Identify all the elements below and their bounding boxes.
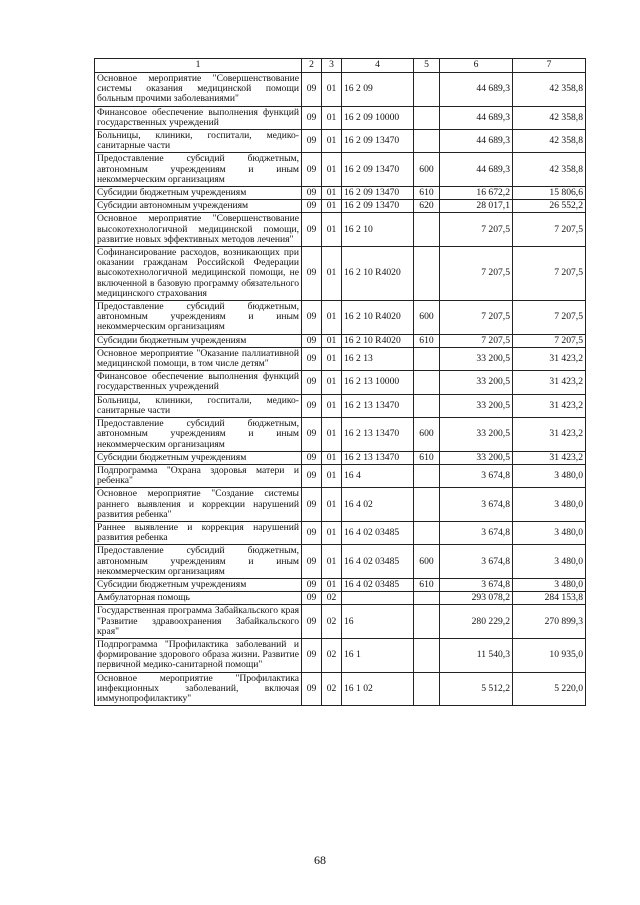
row-name-cell: Предоставление субсидий бюджетным, автономным учреждениям и иным некоммерческим организациям xyxy=(95,418,302,452)
amount-col7-cell: 31 423,2 xyxy=(513,451,586,464)
expense-type-code-cell: 600 xyxy=(414,301,440,335)
amount-col7-cell: 270 899,3 xyxy=(513,605,586,639)
subsection-code-cell: 01 xyxy=(322,464,342,487)
expense-type-code-cell xyxy=(414,394,440,417)
amount-col7-cell: 3 480,0 xyxy=(513,488,586,522)
expense-type-code-cell xyxy=(414,347,440,370)
row-name-cell: Больницы, клиники, госпитали, медико-санитарные части xyxy=(95,394,302,417)
amount-col6-cell: 293 078,2 xyxy=(440,592,513,605)
target-article-code-cell: 16 2 09 13470 xyxy=(342,130,414,153)
table-row xyxy=(95,672,586,706)
section-code-cell: 09 xyxy=(302,394,322,417)
budget-table xyxy=(94,58,586,706)
target-article-code-cell: 16 2 10 xyxy=(342,213,414,247)
amount-col7-cell: 31 423,2 xyxy=(513,418,586,452)
section-code-cell: 09 xyxy=(302,371,322,394)
subsection-code-cell: 01 xyxy=(322,418,342,452)
amount-col7-cell: 7 207,5 xyxy=(513,334,586,347)
table-row xyxy=(95,605,586,639)
expense-type-code-cell xyxy=(414,464,440,487)
subsection-code-cell: 01 xyxy=(322,200,342,213)
amount-col7-cell: 7 207,5 xyxy=(513,247,586,301)
row-name-cell: Амбулаторная помощь xyxy=(95,592,302,605)
subsection-code-cell: 01 xyxy=(322,106,342,129)
subsection-code-cell: 02 xyxy=(322,638,342,672)
table-body xyxy=(95,73,586,706)
amount-col6-cell: 16 672,2 xyxy=(440,187,513,200)
expense-type-code-cell xyxy=(414,106,440,129)
row-name-cell: Основное мероприятие "Совершенствование системы оказания медицинской помощи больным прочими заболеваниями" xyxy=(95,73,302,107)
amount-col6-cell: 7 207,5 xyxy=(440,334,513,347)
table-row xyxy=(95,106,586,129)
amount-col6-cell: 7 207,5 xyxy=(440,301,513,335)
section-code-cell: 09 xyxy=(302,488,322,522)
section-code-cell: 09 xyxy=(302,578,322,591)
row-name-cell: Предоставление субсидий бюджетным, автономным учреждениям и иным некоммерческим организациям xyxy=(95,301,302,335)
row-name-cell: Основное мероприятие "Профилактика инфекционных заболеваний, включая иммунопрофилактику" xyxy=(95,672,302,706)
target-article-code-cell: 16 2 10 R4020 xyxy=(342,301,414,335)
amount-col6-cell: 44 689,3 xyxy=(440,153,513,187)
subsection-code-cell: 01 xyxy=(322,247,342,301)
subsection-code-cell: 01 xyxy=(322,153,342,187)
expense-type-code-cell xyxy=(414,672,440,706)
amount-col7-cell: 7 207,5 xyxy=(513,213,586,247)
column-header-7: 7 xyxy=(513,59,586,73)
expense-type-code-cell: 600 xyxy=(414,545,440,579)
target-article-code-cell: 16 2 09 xyxy=(342,73,414,107)
target-article-code-cell: 16 2 13 13470 xyxy=(342,418,414,452)
amount-col7-cell: 42 358,8 xyxy=(513,130,586,153)
target-article-code-cell: 16 2 13 xyxy=(342,347,414,370)
table-row xyxy=(95,73,586,107)
expense-type-code-cell xyxy=(414,592,440,605)
amount-col6-cell: 7 207,5 xyxy=(440,247,513,301)
amount-col6-cell: 280 229,2 xyxy=(440,605,513,639)
amount-col7-cell: 31 423,2 xyxy=(513,394,586,417)
row-name-cell: Субсидии бюджетным учреждениям xyxy=(95,334,302,347)
table-row xyxy=(95,213,586,247)
table-row xyxy=(95,301,586,335)
subsection-code-cell: 01 xyxy=(322,130,342,153)
section-code-cell: 09 xyxy=(302,545,322,579)
table-row xyxy=(95,592,586,605)
row-name-cell: Субсидии бюджетным учреждениям xyxy=(95,187,302,200)
target-article-code-cell: 16 4 02 03485 xyxy=(342,545,414,579)
amount-col7-cell: 7 207,5 xyxy=(513,301,586,335)
target-article-code-cell: 16 4 xyxy=(342,464,414,487)
table-row xyxy=(95,464,586,487)
target-article-code-cell: 16 2 10 R4020 xyxy=(342,334,414,347)
table-row xyxy=(95,545,586,579)
expense-type-code-cell xyxy=(414,130,440,153)
target-article-code-cell: 16 2 13 13470 xyxy=(342,451,414,464)
amount-col7-cell: 31 423,2 xyxy=(513,347,586,370)
amount-col7-cell: 42 358,8 xyxy=(513,106,586,129)
amount-col7-cell: 42 358,8 xyxy=(513,153,586,187)
amount-col7-cell: 3 480,0 xyxy=(513,578,586,591)
subsection-code-cell: 02 xyxy=(322,672,342,706)
row-name-cell: Предоставление субсидий бюджетным, автономным учреждениям и иным некоммерческим организациям xyxy=(95,545,302,579)
row-name-cell: Подпрограмма "Охрана здоровья матери и ребенка" xyxy=(95,464,302,487)
section-code-cell: 09 xyxy=(302,247,322,301)
page-number: 68 xyxy=(314,853,326,867)
subsection-code-cell: 01 xyxy=(322,451,342,464)
amount-col6-cell: 44 689,3 xyxy=(440,130,513,153)
expense-type-code-cell: 610 xyxy=(414,578,440,591)
expense-type-code-cell: 610 xyxy=(414,334,440,347)
expense-type-code-cell: 620 xyxy=(414,200,440,213)
table-row xyxy=(95,394,586,417)
subsection-code-cell: 01 xyxy=(322,347,342,370)
row-name-cell: Больницы, клиники, госпитали, медико-санитарные части xyxy=(95,130,302,153)
expense-type-code-cell xyxy=(414,605,440,639)
amount-col6-cell: 33 200,5 xyxy=(440,347,513,370)
target-article-code-cell: 16 1 xyxy=(342,638,414,672)
section-code-cell: 09 xyxy=(302,200,322,213)
subsection-code-cell: 02 xyxy=(322,605,342,639)
amount-col6-cell: 3 674,8 xyxy=(440,464,513,487)
amount-col7-cell: 3 480,0 xyxy=(513,545,586,579)
table-row xyxy=(95,200,586,213)
expense-type-code-cell: 600 xyxy=(414,153,440,187)
target-article-code-cell: 16 2 13 13470 xyxy=(342,394,414,417)
row-name-cell: Финансовое обеспечение выполнения функций государственных учреждений xyxy=(95,106,302,129)
table-header xyxy=(95,59,586,73)
amount-col6-cell: 44 689,3 xyxy=(440,73,513,107)
table-row xyxy=(95,418,586,452)
target-article-code-cell: 16 4 02 xyxy=(342,488,414,522)
table-row xyxy=(95,488,586,522)
column-header-5: 5 xyxy=(414,59,440,73)
amount-col6-cell: 3 674,8 xyxy=(440,545,513,579)
amount-col7-cell: 15 806,6 xyxy=(513,187,586,200)
section-code-cell: 09 xyxy=(302,153,322,187)
amount-col6-cell: 33 200,5 xyxy=(440,394,513,417)
expense-type-code-cell xyxy=(414,488,440,522)
target-article-code-cell: 16 4 02 03485 xyxy=(342,521,414,544)
column-header-2: 2 xyxy=(302,59,322,73)
section-code-cell: 09 xyxy=(302,418,322,452)
amount-col6-cell: 33 200,5 xyxy=(440,451,513,464)
subsection-code-cell: 01 xyxy=(322,578,342,591)
section-code-cell: 09 xyxy=(302,130,322,153)
section-code-cell: 09 xyxy=(302,347,322,370)
amount-col6-cell: 33 200,5 xyxy=(440,371,513,394)
row-name-cell: Раннее выявление и коррекция нарушений развития ребенка xyxy=(95,521,302,544)
amount-col6-cell: 11 540,3 xyxy=(440,638,513,672)
section-code-cell: 09 xyxy=(302,521,322,544)
row-name-cell: Софинансирование расходов, возникающих при оказании гражданам Российской Федерации высокотехнологичной медицинской помощи, не включенной в базовую программу обязательного медицинского страхования xyxy=(95,247,302,301)
amount-col7-cell: 3 480,0 xyxy=(513,521,586,544)
expense-type-code-cell: 610 xyxy=(414,451,440,464)
section-code-cell: 09 xyxy=(302,605,322,639)
subsection-code-cell: 01 xyxy=(322,521,342,544)
row-name-cell: Финансовое обеспечение выполнения функций государственных учреждений xyxy=(95,371,302,394)
target-article-code-cell: 16 2 10 R4020 xyxy=(342,247,414,301)
table-row xyxy=(95,334,586,347)
row-name-cell: Субсидии бюджетным учреждениям xyxy=(95,451,302,464)
table-row xyxy=(95,578,586,591)
amount-col7-cell: 10 935,0 xyxy=(513,638,586,672)
section-code-cell: 09 xyxy=(302,213,322,247)
header-row xyxy=(95,59,586,73)
row-name-cell: Основное мероприятие "Создание системы раннего выявления и коррекции нарушений развития ребенка" xyxy=(95,488,302,522)
target-article-code-cell: 16 1 02 xyxy=(342,672,414,706)
section-code-cell: 09 xyxy=(302,187,322,200)
subsection-code-cell: 01 xyxy=(322,73,342,107)
subsection-code-cell: 01 xyxy=(322,488,342,522)
amount-col7-cell: 5 220,0 xyxy=(513,672,586,706)
target-article-code-cell: 16 2 09 13470 xyxy=(342,200,414,213)
section-code-cell: 09 xyxy=(302,592,322,605)
table-row xyxy=(95,521,586,544)
subsection-code-cell: 01 xyxy=(322,371,342,394)
table-row xyxy=(95,451,586,464)
table-row xyxy=(95,130,586,153)
column-header-3: 3 xyxy=(322,59,342,73)
amount-col7-cell: 31 423,2 xyxy=(513,371,586,394)
subsection-code-cell: 01 xyxy=(322,301,342,335)
amount-col6-cell: 5 512,2 xyxy=(440,672,513,706)
amount-col7-cell: 284 153,8 xyxy=(513,592,586,605)
section-code-cell: 09 xyxy=(302,301,322,335)
target-article-code-cell: 16 2 09 13470 xyxy=(342,187,414,200)
target-article-code-cell: 16 2 09 13470 xyxy=(342,153,414,187)
row-name-cell: Субсидии бюджетным учреждениям xyxy=(95,578,302,591)
section-code-cell: 09 xyxy=(302,464,322,487)
amount-col7-cell: 26 552,2 xyxy=(513,200,586,213)
target-article-code-cell: 16 xyxy=(342,605,414,639)
table-row xyxy=(95,247,586,301)
target-article-code-cell: 16 2 13 10000 xyxy=(342,371,414,394)
section-code-cell: 09 xyxy=(302,106,322,129)
target-article-code-cell: 16 2 09 10000 xyxy=(342,106,414,129)
table-row xyxy=(95,153,586,187)
table-row xyxy=(95,638,586,672)
table-row xyxy=(95,371,586,394)
column-header-6: 6 xyxy=(440,59,513,73)
subsection-code-cell: 01 xyxy=(322,545,342,579)
table-row xyxy=(95,187,586,200)
expense-type-code-cell xyxy=(414,371,440,394)
row-name-cell: Субсидии автономным учреждениям xyxy=(95,200,302,213)
expense-type-code-cell xyxy=(414,73,440,107)
subsection-code-cell: 01 xyxy=(322,187,342,200)
amount-col6-cell: 28 017,1 xyxy=(440,200,513,213)
amount-col6-cell: 33 200,5 xyxy=(440,418,513,452)
row-name-cell: Основное мероприятие "Оказание паллиативной медицинской помощи, в том числе детям" xyxy=(95,347,302,370)
amount-col6-cell: 7 207,5 xyxy=(440,213,513,247)
row-name-cell: Основное мероприятие "Совершенствование высокотехнологичной медицинской помощи, развитие новых эффективных методов лечения" xyxy=(95,213,302,247)
amount-col7-cell: 3 480,0 xyxy=(513,464,586,487)
amount-col6-cell: 44 689,3 xyxy=(440,106,513,129)
subsection-code-cell: 01 xyxy=(322,334,342,347)
table-row xyxy=(95,347,586,370)
subsection-code-cell: 01 xyxy=(322,213,342,247)
amount-col6-cell: 3 674,8 xyxy=(440,488,513,522)
section-code-cell: 09 xyxy=(302,451,322,464)
expense-type-code-cell xyxy=(414,638,440,672)
row-name-cell: Предоставление субсидий бюджетным, автономным учреждениям и иным некоммерческим организациям xyxy=(95,153,302,187)
section-code-cell: 09 xyxy=(302,73,322,107)
section-code-cell: 09 xyxy=(302,672,322,706)
expense-type-code-cell xyxy=(414,247,440,301)
expense-type-code-cell xyxy=(414,213,440,247)
column-header-4: 4 xyxy=(342,59,414,73)
target-article-code-cell: 16 4 02 03485 xyxy=(342,578,414,591)
row-name-cell: Подпрограмма "Профилактика заболеваний и формирование здорового образа жизни. Развитие первичной медико-санитарной помощи" xyxy=(95,638,302,672)
column-header-1: 1 xyxy=(95,59,302,73)
expense-type-code-cell xyxy=(414,521,440,544)
subsection-code-cell: 01 xyxy=(322,394,342,417)
subsection-code-cell: 02 xyxy=(322,592,342,605)
row-name-cell: Государственная программа Забайкальского края "Развитие здравоохранения Забайкальского края" xyxy=(95,605,302,639)
target-article-code-cell xyxy=(342,592,414,605)
amount-col6-cell: 3 674,8 xyxy=(440,578,513,591)
expense-type-code-cell: 600 xyxy=(414,418,440,452)
expense-type-code-cell: 610 xyxy=(414,187,440,200)
amount-col7-cell: 42 358,8 xyxy=(513,73,586,107)
section-code-cell: 09 xyxy=(302,638,322,672)
amount-col6-cell: 3 674,8 xyxy=(440,521,513,544)
section-code-cell: 09 xyxy=(302,334,322,347)
